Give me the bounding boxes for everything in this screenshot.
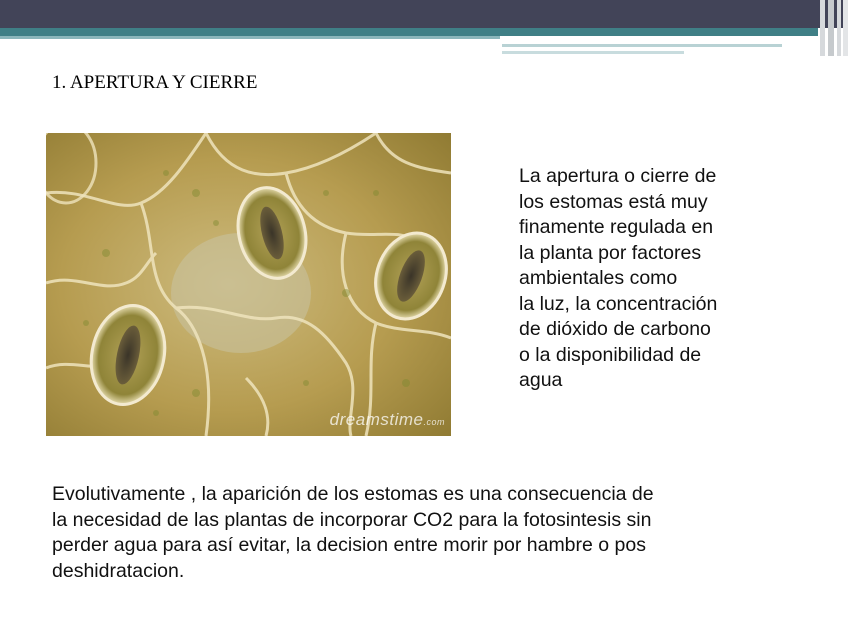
side-line: o la disponibilidad de	[519, 343, 702, 366]
bottom-line: deshidratacion.	[52, 559, 185, 582]
side-line: finamente regulada en	[519, 216, 714, 238]
header-bar	[0, 0, 848, 28]
side-line: La apertura o cierre de	[519, 165, 717, 187]
bottom-line: perder agua para así evitar, la decision entre morir por hambre o pos	[52, 534, 646, 556]
side-line: agua	[519, 369, 563, 391]
bottom-line: Evolutivamente , la aparición de los estomas es una consecuencia de	[52, 483, 654, 505]
side-line: la planta por factores	[519, 241, 702, 264]
side-paragraph	[519, 164, 759, 394]
decorative-side-bars	[818, 0, 848, 56]
watermark-suffix: .com	[423, 417, 445, 427]
watermark-text	[330, 410, 445, 430]
header-thin-stripe	[0, 36, 500, 39]
bottom-paragraph	[52, 482, 752, 584]
stomata-photo	[46, 133, 451, 436]
header-accent-stripe	[0, 28, 818, 36]
decorative-stripe	[502, 51, 684, 54]
side-line: ambientales como	[519, 267, 678, 289]
watermark-main: dreamstime	[329, 410, 424, 429]
stomata-image	[46, 133, 451, 436]
side-line: los estomas está muy	[519, 190, 708, 213]
side-line: de dióxido de carbono	[519, 318, 711, 340]
side-line: la luz, la concentración	[519, 292, 718, 315]
decorative-stripe	[502, 44, 782, 47]
slide-title: 1. APERTURA Y CIERRE	[52, 72, 258, 93]
bottom-line: la necesidad de las plantas de incorporar CO2 para la fotosintesis sin	[52, 508, 652, 531]
